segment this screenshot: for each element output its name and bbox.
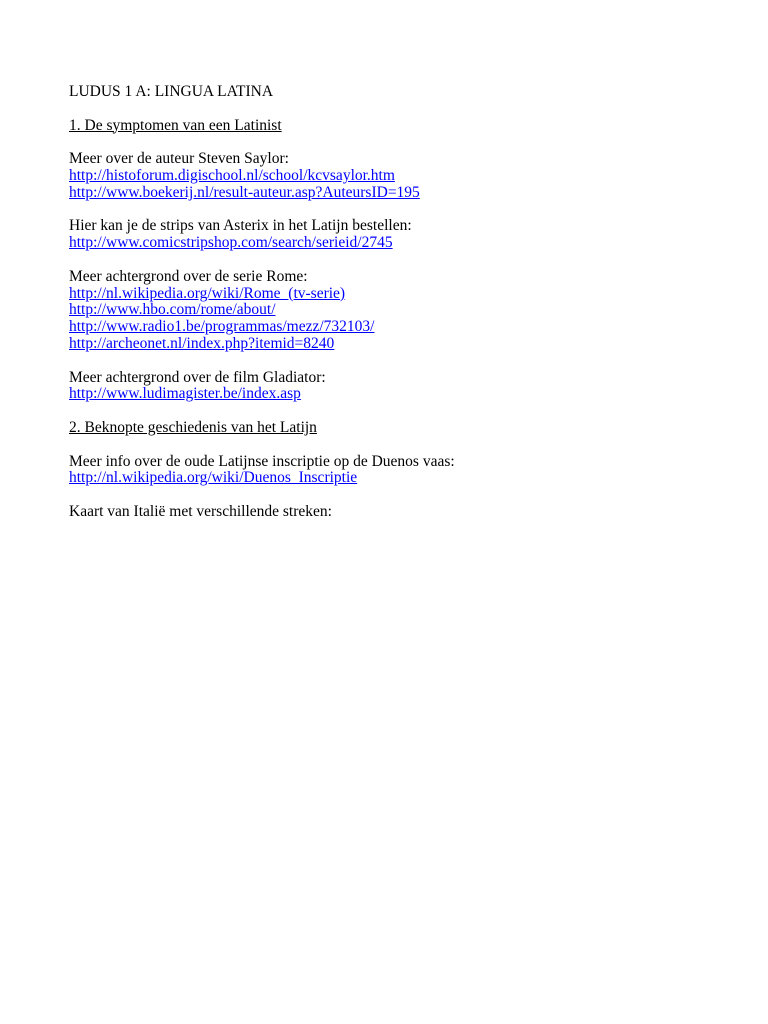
section-heading-1: 1. De symptomen van een Latinist xyxy=(69,116,282,134)
intro-duenos: Meer info over de oude Latijnse inscriptie op de Duenos vaas: xyxy=(69,452,455,470)
spacer xyxy=(69,202,709,219)
intro-rome-series: Meer achtergrond over de serie Rome: xyxy=(69,267,308,285)
link-boekerij[interactable]: http://www.boekerij.nl/result-auteur.asp?AuteursID=195 xyxy=(69,183,420,201)
spacer xyxy=(69,134,709,151)
document-title: LUDUS 1 A: LINGUA LATINA xyxy=(69,83,274,100)
link-archeonet[interactable]: http://archeonet.nl/index.php?itemid=8240 xyxy=(69,334,335,352)
link-radio1[interactable]: http://www.radio1.be/programmas/mezz/732103/ xyxy=(69,318,375,336)
intro-gladiator: Meer achtergrond over de film Gladiator: xyxy=(69,368,326,386)
spacer xyxy=(69,252,709,269)
spacer xyxy=(69,437,709,454)
link-wikipedia-rome[interactable]: http://nl.wikipedia.org/wiki/Rome_(tv-serie) xyxy=(69,284,346,302)
link-wikipedia-duenos[interactable]: http://nl.wikipedia.org/wiki/Duenos_Inscriptie xyxy=(69,469,358,487)
document-page xyxy=(69,84,709,521)
link-ludimagister[interactable]: http://www.ludimagister.be/index.asp xyxy=(69,385,301,403)
spacer xyxy=(69,353,709,370)
link-hbo-rome[interactable]: http://www.hbo.com/rome/about/ xyxy=(69,301,276,319)
spacer xyxy=(69,403,709,420)
spacer xyxy=(69,101,709,118)
link-comicstripshop[interactable]: http://www.comicstripshop.com/search/serieid/2745 xyxy=(69,234,393,252)
link-histoforum[interactable]: http://histoforum.digischool.nl/school/kcvsaylor.htm xyxy=(69,166,395,184)
intro-asterix: Hier kan je de strips van Asterix in het Latijn bestellen: xyxy=(69,217,412,235)
intro-saylor: Meer over de auteur Steven Saylor: xyxy=(69,150,289,168)
spacer xyxy=(69,487,709,504)
section-heading-2: 2. Beknopte geschiedenis van het Latijn xyxy=(69,418,317,436)
closing-map-caption: Kaart van Italië met verschillende streken: xyxy=(69,502,332,520)
